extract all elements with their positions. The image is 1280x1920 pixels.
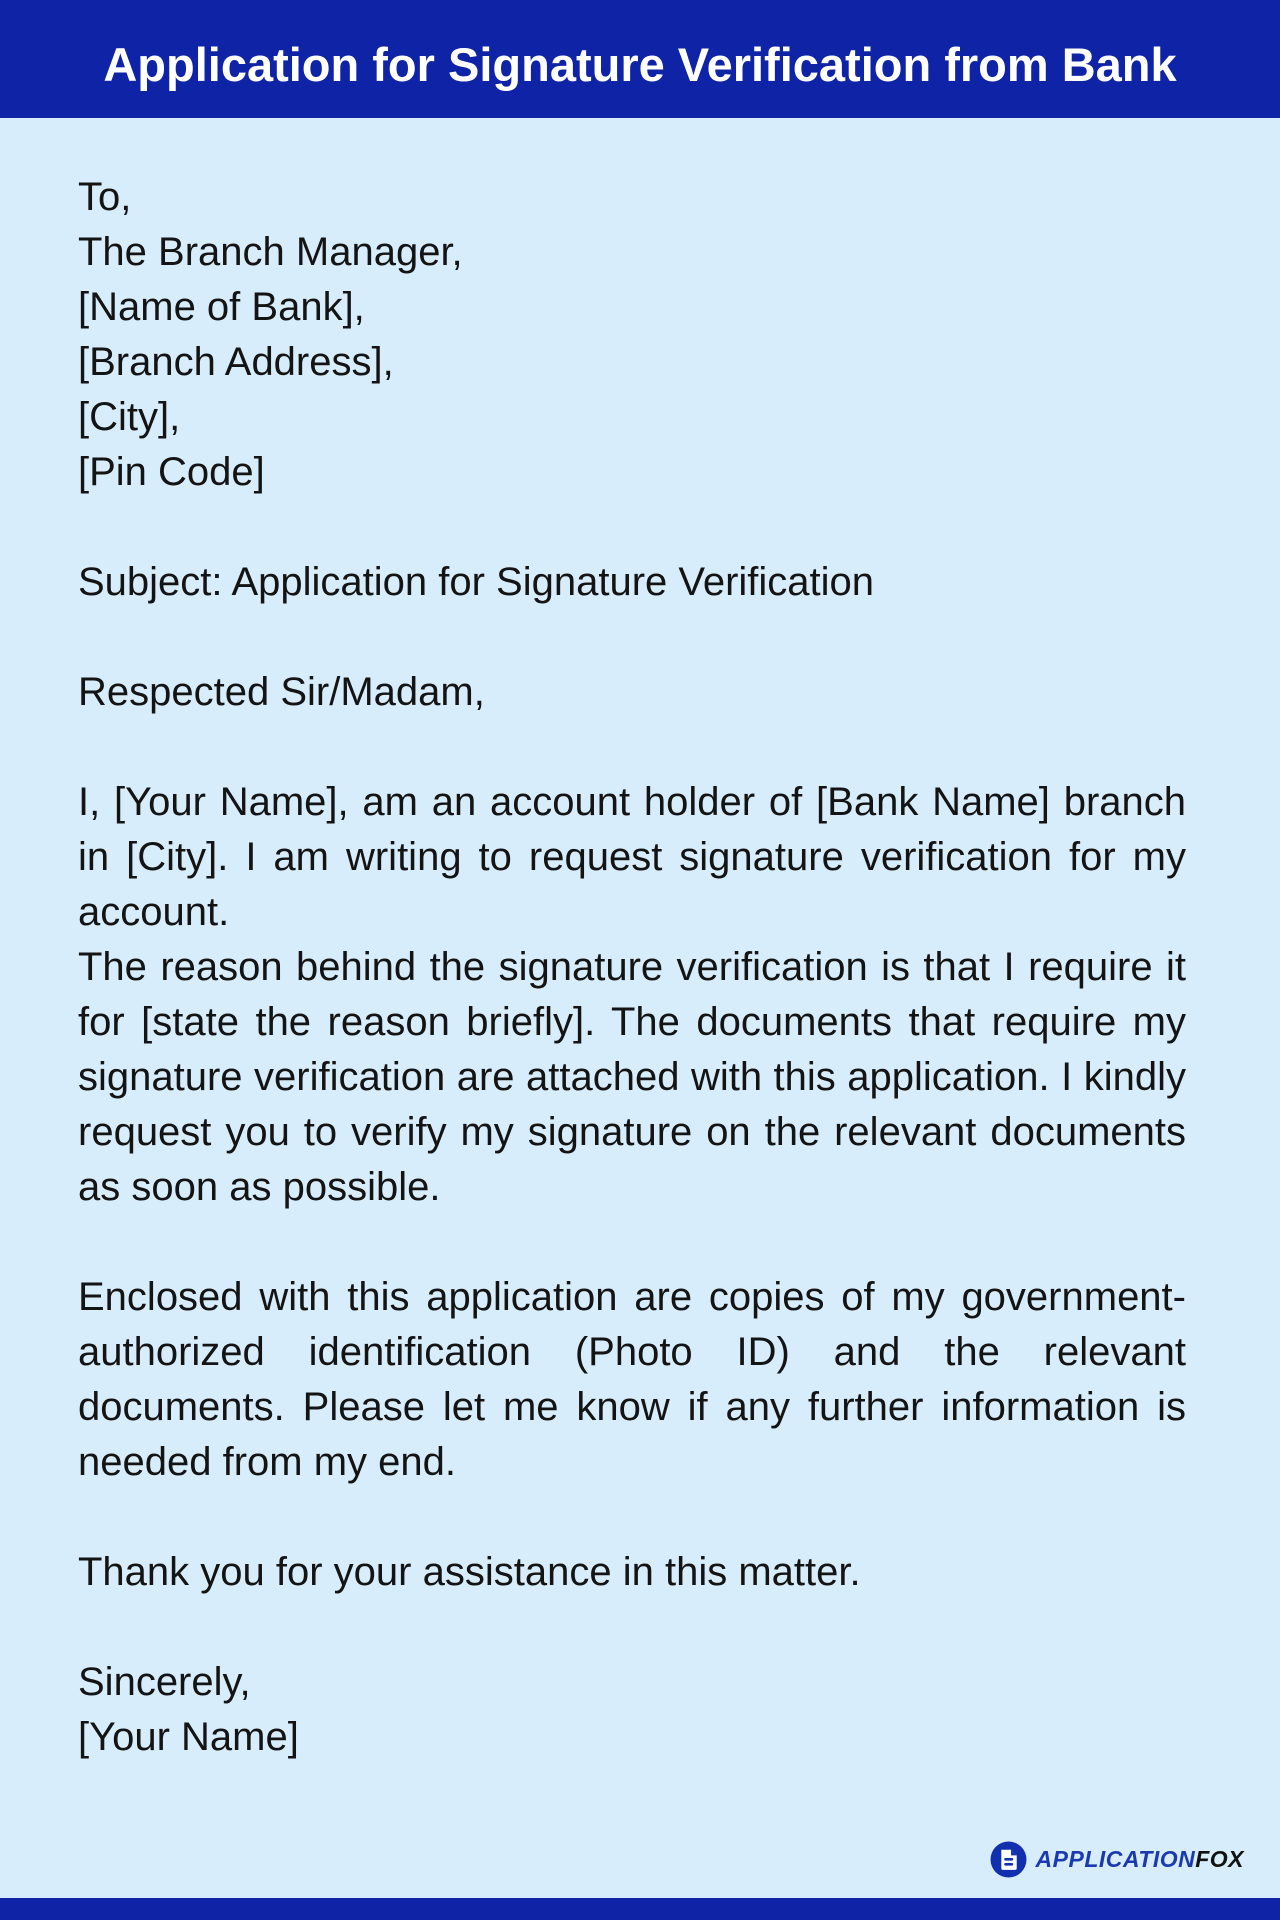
- body-paragraph-group: [78, 775, 1186, 1215]
- brand-logo: [990, 1840, 1244, 1878]
- recipient-line: [Pin Code]: [78, 450, 265, 494]
- body-paragraph-thanks: Thank you for your assistance in this matter.: [78, 1550, 861, 1594]
- subject-line: Subject: Application for Signature Verification: [78, 560, 875, 604]
- brand-suffix: FOX: [1195, 1845, 1244, 1872]
- body-paragraph-enclosures-wrap: [78, 1270, 1186, 1490]
- body-paragraph-opening: I, [Your Name], am an account holder of [Bank Name] branch in [City]. I am writing to request signature verification for my account.: [78, 780, 1186, 934]
- closing-signature: [78, 1655, 1186, 1765]
- salutation: Respected Sir/Madam,: [78, 670, 485, 714]
- brand-prefix: APPLICATION: [1035, 1845, 1196, 1872]
- title-bar: [0, 0, 1280, 118]
- body-paragraph-reason: The reason behind the signature verification is that I require it for [state the reason briefly]. The documents that require my signature verification are attached with this application. I kindly request you to verify my signature on the relevant documents as soon as possible.: [78, 945, 1186, 1209]
- recipient-address: [78, 170, 1186, 500]
- bottom-bar: [0, 1898, 1280, 1920]
- page-title: Application for Signature Verification from Bank: [103, 37, 1177, 91]
- recipient-line: [Branch Address],: [78, 340, 394, 384]
- body-paragraph-enclosures: Enclosed with this application are copies of my government-authorized identification (Photo ID) and the relevant documents. Please let me know if any further information is needed from my end.: [78, 1275, 1186, 1484]
- brand-wordmark: [1036, 1846, 1244, 1873]
- letter-body: [0, 118, 1280, 1765]
- recipient-line: [Name of Bank],: [78, 285, 365, 329]
- document-icon: [990, 1841, 1027, 1878]
- recipient-line: The Branch Manager,: [78, 230, 463, 274]
- closing-line: Sincerely,: [78, 1660, 251, 1704]
- closing-line: [Your Name]: [78, 1715, 299, 1759]
- recipient-line: [City],: [78, 395, 181, 439]
- recipient-line: To,: [78, 175, 132, 219]
